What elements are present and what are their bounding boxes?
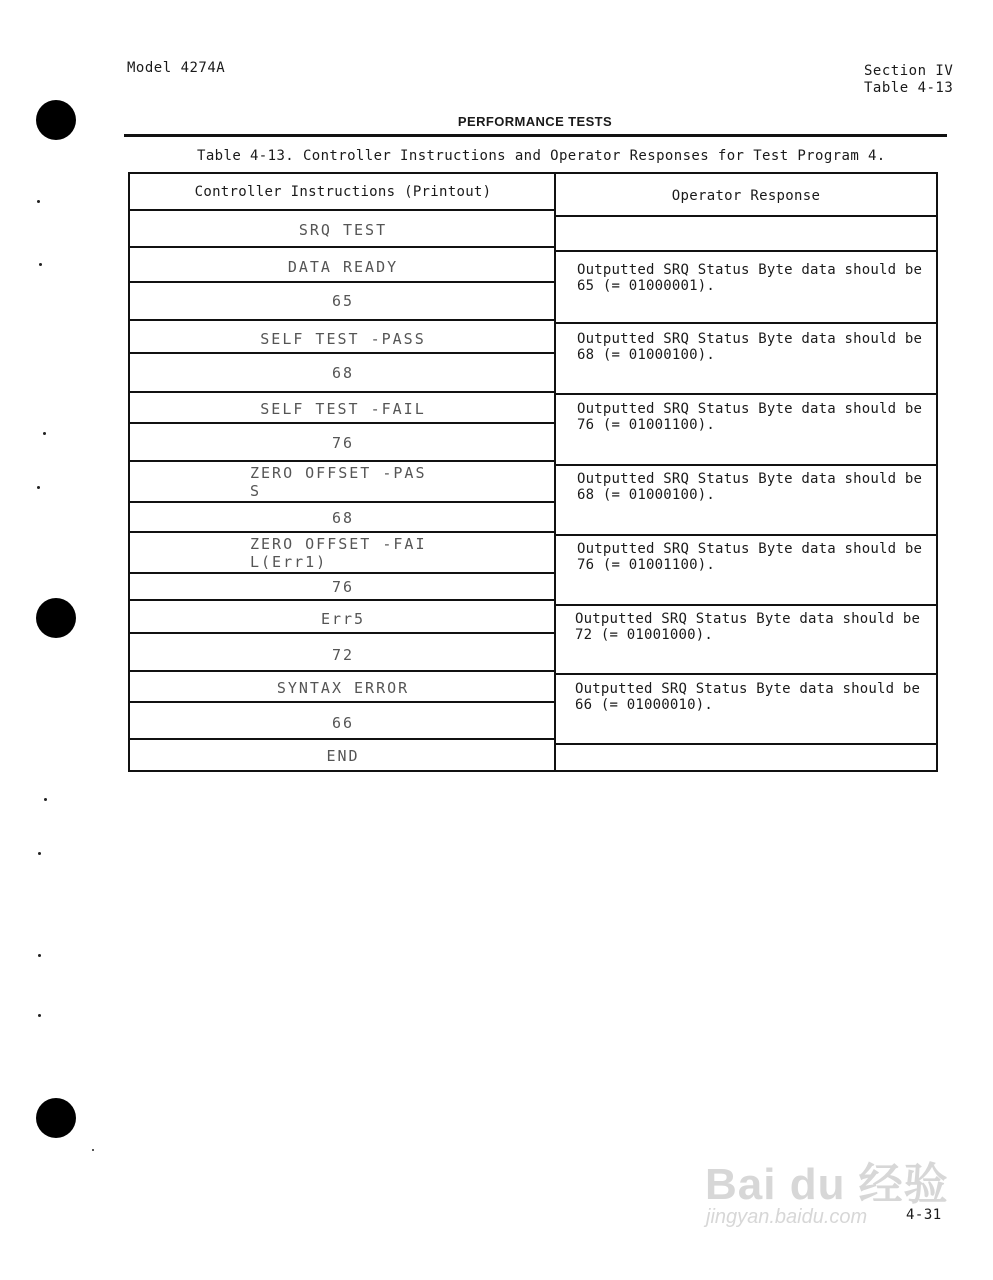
response-line-2: 65 (= 01000001). <box>577 278 716 294</box>
instruction-cell: SELF TEST -FAIL <box>260 400 426 418</box>
response-line-2: 76 (= 01001100). <box>577 557 716 573</box>
row-divider <box>130 531 556 533</box>
row-divider <box>556 393 938 395</box>
row-divider <box>130 572 556 574</box>
row-divider <box>130 209 556 211</box>
row-divider <box>130 670 556 672</box>
value-cell: 72 <box>331 646 355 664</box>
instruction-cell: SYNTAX ERROR <box>276 679 410 697</box>
row-divider <box>130 738 556 740</box>
instruction-cell-line-2: L(Err1) <box>250 553 328 571</box>
row-divider <box>556 250 938 252</box>
row-divider <box>130 701 556 703</box>
row-divider <box>556 604 938 606</box>
row-divider <box>130 352 556 354</box>
table-ref-label: Table 4-13 <box>864 80 954 96</box>
row-divider <box>130 501 556 503</box>
row-divider <box>130 422 556 424</box>
value-cell: 76 <box>331 578 355 596</box>
instruction-cell: DATA READY <box>287 258 399 276</box>
title-rule <box>124 134 947 137</box>
response-line-1: Outputted SRQ Status Byte data should be <box>575 681 921 697</box>
row-divider <box>556 673 938 675</box>
row-divider <box>556 464 938 466</box>
speck <box>39 263 42 266</box>
response-line-2: 76 (= 01001100). <box>577 417 716 433</box>
model-label: Model 4274A <box>127 60 226 76</box>
row-divider <box>130 391 556 393</box>
value-cell: 68 <box>331 509 355 527</box>
value-cell: 76 <box>331 434 355 452</box>
response-line-1: Outputted SRQ Status Byte data should be <box>577 262 923 278</box>
watermark-logo: Bai du 经验 <box>705 1160 949 1209</box>
response-line-1: Outputted SRQ Status Byte data should be <box>577 331 923 347</box>
speck <box>38 1014 41 1017</box>
row-divider <box>556 322 938 324</box>
row-divider <box>556 215 938 217</box>
speck <box>44 798 47 801</box>
instruction-cell: SELF TEST -PASS <box>260 330 426 348</box>
instruction-cell-line-1: ZERO OFFSET -FAI <box>250 535 427 553</box>
response-line-2: 68 (= 01000100). <box>577 347 716 363</box>
instructions-table <box>128 172 938 772</box>
row-divider <box>130 460 556 462</box>
row-divider <box>130 281 556 283</box>
row-divider <box>130 319 556 321</box>
row-divider <box>556 534 938 536</box>
col-header-instructions: Controller Instructions (Printout) <box>194 184 492 200</box>
speck <box>92 1149 94 1151</box>
row-divider <box>130 599 556 601</box>
binder-hole-bottom <box>36 1098 76 1138</box>
row-divider <box>556 743 938 745</box>
table-caption: Table 4-13. Controller Instructions and Operator Responses for Test Program 4. <box>197 148 886 164</box>
value-cell: 65 <box>331 292 355 310</box>
speck <box>37 200 40 203</box>
response-line-1: Outputted SRQ Status Byte data should be <box>577 401 923 417</box>
response-line-2: 66 (= 01000010). <box>575 697 714 713</box>
value-cell: 66 <box>331 714 355 732</box>
instruction-cell: Err5 <box>320 610 366 628</box>
section-title: PERFORMANCE TESTS <box>457 114 613 129</box>
instruction-cell: SRQ TEST <box>298 221 388 239</box>
response-line-1: Outputted SRQ Status Byte data should be <box>575 611 921 627</box>
instruction-cell: END <box>326 747 360 765</box>
watermark-url: jingyan.baidu.com <box>706 1206 868 1228</box>
row-divider <box>130 632 556 634</box>
speck <box>43 432 46 435</box>
instruction-cell-line-2: S <box>250 482 262 500</box>
binder-hole-middle <box>36 598 76 638</box>
instruction-cell-line-1: ZERO OFFSET -PAS <box>250 464 427 482</box>
response-line-2: 72 (= 01001000). <box>575 627 714 643</box>
value-cell: 68 <box>331 364 355 382</box>
speck <box>38 852 41 855</box>
row-divider <box>130 246 556 248</box>
col-header-response: Operator Response <box>671 188 821 204</box>
response-line-1: Outputted SRQ Status Byte data should be <box>577 471 923 487</box>
response-line-2: 68 (= 01000100). <box>577 487 716 503</box>
speck <box>37 486 40 489</box>
page-number: 4-31 <box>906 1207 942 1223</box>
section-label: Section IV <box>864 63 954 79</box>
speck <box>38 954 41 957</box>
response-line-1: Outputted SRQ Status Byte data should be <box>577 541 923 557</box>
